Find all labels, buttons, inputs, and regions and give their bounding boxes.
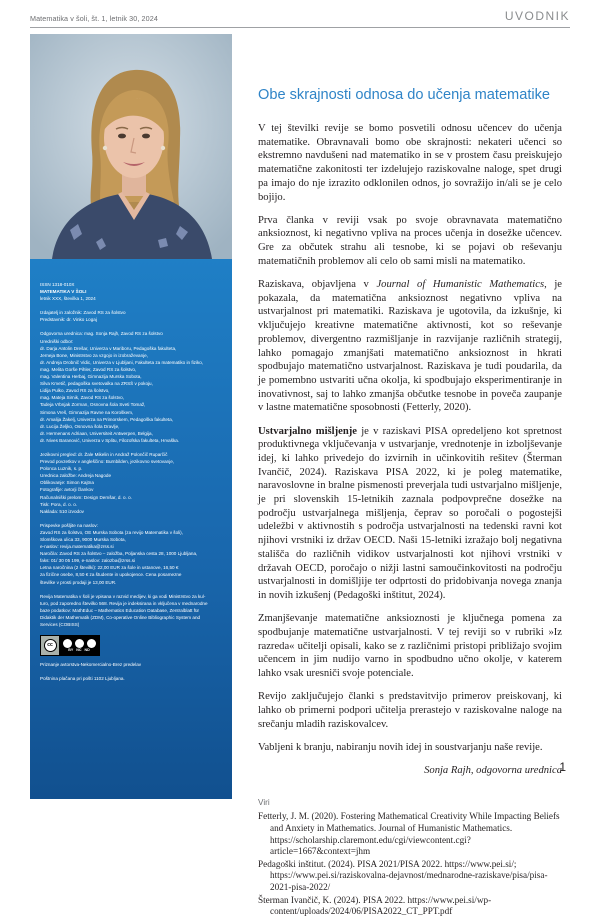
- editorial-body: [258, 122, 562, 919]
- production-line: Fotografije: avtorji člankov: [40, 487, 94, 493]
- paragraph: Vabljeni k branju, nabiranju novih idej in soustvarjanju naše revije.: [258, 741, 543, 753]
- registration-block: [40, 593, 222, 628]
- editorial-line: dr. Darja Antolin Drešar, Univerza v Mariboru, Pedagoška fakulteta,: [40, 345, 177, 351]
- editorial-line: Odgovorna urednica: mag. Sonja Rajh, Zavod RS za šolstvo: [40, 331, 163, 337]
- lead-term: Ustvarjalno mišljenje: [258, 425, 357, 437]
- editorial-line: dr. Lucija Željko, Osnovna šola Dravlje,: [40, 423, 120, 429]
- publisher-line: Predstavnik: dr. Vinko Logaj: [40, 317, 97, 323]
- contact-line: e-naslov: revija.matematika@zrss.si: [40, 544, 114, 550]
- article-title: Obe skrajnosti odnosa do učenja matematike: [258, 87, 551, 103]
- editorial-line: Uredniški odbor:: [40, 338, 74, 344]
- production-line: Oblikovanje: Simon Kajtna: [40, 480, 94, 486]
- no-derivatives-icon: [87, 639, 96, 648]
- journal-title: Journal of Humanistic Mathematics: [376, 279, 545, 291]
- paragraph: Prva članka v reviji vsak po svoje obravnavata matematično anksioznost, ki negativno vpliva na proces učenja in dosežke učencev. Gre za občutek strahu ali tesnobe, ki se pojavi ob reševanju matematičnih problemov ali celo ob sami misli na matematiko.: [258, 214, 562, 267]
- registration-line: Revija Matematika v šoli je vpisana v razvid medijev, ki ga vodi Ministrstvo za kul-: [40, 593, 206, 599]
- volume-info: letnik XXX, številka 1, 2024: [40, 296, 96, 302]
- header-divider: [30, 27, 570, 28]
- license-text: Priznanje avtorstva-Nekomercialno-Brez predelav: [40, 662, 142, 668]
- references-heading: Viri: [258, 797, 270, 807]
- production-block: [40, 451, 222, 515]
- page-number: 1: [559, 760, 566, 774]
- editorial-line: mag. Mateja Sirnik, Zavod RS za šolstvo,: [40, 395, 124, 401]
- editorial-line: Simona Vreš, Gimnazija Ravne na Koroškem,: [40, 409, 134, 415]
- production-line: Naklada: 510 izvodov: [40, 508, 84, 514]
- production-line: Jezikovni pregled: dr. Žale Mikelin in Andraž Polončič Ruparčič: [40, 451, 168, 457]
- editorial-board-block: [40, 330, 222, 444]
- registration-line: baze podatkov: MathEduc – Mathematics Education Database, Zentralblatt für: [40, 607, 200, 613]
- paragraph: Ustvarjalno mišljenje je v raziskavi PISA opredeljeno kot spretnost produktivnega vključevanja v ustvarjanje, vrednotenje in izboljševanje idej, ki lahko privedejo do izvirnih in učinkovitih rešitev (Šterman Ivančič, 2024). Raziskava PISA 2022, ki je poleg matematike, naravoslovne in bralne pismenosti preverjala tudi ustvarjalno mišljenje, je pri slovenskih 15-letnikih zaznala podpovprečne dosežke na področju ustvarjalnega mišljenja, čeprav so poročali o pogostejši udeležbi v aktivnostih s področja ustvarjalnosti na tedenski ravni kot njihovi vrstniki iz držav OECD. Naši 15-letniki izražajo bolj negativna stališča do različnih vidikov ustvarjalnosti kot njihovi vrstniki v državah OECD, poročajo o nižji lastni samoučinkovitosti na področju ustvarjalnosti in domišljije ter odprtosti do pridobivanja novega znanja in novih izkušenj (Pedagoški inštitut, 2024).: [258, 425, 563, 601]
- production-line: Tisk: Pora, d. o. o.: [40, 501, 78, 507]
- editorial-line: mag. Melita Gorše Pihler, Zavod RS za šolstvo,: [40, 366, 137, 372]
- registration-line: Didaktik der Mathematik (ZDM), Co-operative Online Bibliographic System and: [40, 614, 201, 620]
- journal-name: MATEMATIKA V ŠOLI: [40, 289, 87, 295]
- issn: ISSN 1318-010X: [40, 282, 75, 287]
- cc-icon: cc: [44, 639, 57, 652]
- journal-issue-header: Matematika v šoli, št. 1, letnik 30, 2024: [30, 14, 158, 23]
- section-label: UVODNIK: [504, 9, 570, 23]
- editorial-line: dr. Andreja Drobnič Vidic, Univerza v Ljubljani, Fakulteta za matematiko in fiziko,: [40, 359, 204, 365]
- contact-line: za fizične osebe, 8,50 € za študente in upokojence. Cena posamezne: [40, 572, 182, 578]
- reference-item: Pedagoški inštitut. (2024). PISA 2021/PISA 2022. https://www.pei.si/; https://www.pei.si/raziskovalna-dejavnost/mednarodne-raziskave/pisa/pisa-2021-pisa-2022/: [258, 858, 548, 892]
- journal-info-sidebar: [30, 259, 232, 799]
- production-line: Urednica založbe: Andreja Nagode: [40, 473, 111, 479]
- editor-portrait: [30, 34, 232, 259]
- postage-note: Poštnina plačana pri pošti 1102 Ljubljana.: [40, 676, 125, 682]
- contact-line: Slomškova ulica 33, 9000 Murska Sobota,: [40, 537, 126, 542]
- editorial-line: Tadeja Vrbnjak Zorman, Osnovna šola Sveti Tomaž,: [40, 402, 146, 408]
- editorial-line: dr. Amalija Žakelj, Univerza na Primorskem, Pedagoška fakulteta,: [40, 416, 174, 422]
- creative-commons-badge: [40, 635, 100, 656]
- noncommercial-icon: [75, 639, 84, 648]
- publisher-block: [40, 309, 222, 323]
- contact-block: [40, 522, 222, 586]
- editorial-line: dr. Hermenans Adriaan, Universiteit Antwerpen, Belgija,: [40, 430, 153, 436]
- editorial-line: mag. Valentina Herbaj, Gimnazija Murska Sobota,: [40, 374, 142, 380]
- production-line: Prevod povzetkov v angleščino: Burnbilden, jezikovno svetovanje,: [40, 459, 175, 465]
- registration-line: Services (COBISS): [40, 622, 80, 628]
- production-line: Računalniški prelom: Design Demšar, d. o. o.: [40, 494, 132, 500]
- contact-line: Naročila: Zavod RS za šolstvo – založba, Poljanska cesta 28, 1000 Ljubljana,: [40, 551, 198, 557]
- reference-item: Šterman Ivančič, K. (2024). PISA 2022. https://www.pei.si/wp-content/uploads/2024/06/PISA2022_CT_PPT.pdf: [258, 894, 492, 917]
- paragraph: Raziskava, objavljena v Journal of Humanistic Mathematics, je pokazala, da matematična anksioznost negativno vpliva na ustvarjalnost pri matematiki. Raziskava je ugotovila, da izkušnje, ki vključujejo kreativne matematične aktivnosti, kot so reševanje problemov, divergentno razmišljanje in razvijanje različnih strategij, lahko pomagajo zmanjšati matematično anksioznost in hkrati spodbujajo matematično ustvarjalnost. Raziskava je tudi poudarila, da je pomembno ustvariti učna okolja, ki spodbujajo eksperimentiranje in inovativnost, saj to lahko zmanjša občutke tesnobe in poveča zaupanje v lastne matematične sposobnosti (Fetterly, 2020).: [258, 279, 562, 414]
- production-line: Polonca Luznik, s. p.: [40, 466, 83, 472]
- attribution-icon: [63, 639, 72, 648]
- contact-line: Zavod RS za šolstvo, OE Murska Sobota (za revijo Matematika v šoli),: [40, 529, 183, 535]
- paragraph: V tej številki revije se bomo posvetili odnosu učencev do učenja matematike. Obravnavali bomo obe skrajnosti: nekateri učenci so ekstremno navdušeni nad matematiko in se v prostem času preiskujejo matematične zakonitosti ter izdelujejo raziskovalne naloge, spet drugi pa imajo do nje izrazito odklonilen odnos, jo sovražijo in/ali se je celo bojijo.: [258, 123, 562, 203]
- contact-line: številke v prosti prodaji je 13,00 EUR.: [40, 579, 117, 585]
- cc-nd-label: ND: [84, 647, 90, 652]
- issn-block: [40, 281, 222, 302]
- editorial-line: Jerneja Bone, Ministrstvo za vzgojo in izobraževanje,: [40, 352, 149, 358]
- cc-nc-label: NC: [76, 647, 82, 652]
- paragraph: Revijo zaključujejo članki s predstavitvijo primerov preiskovanj, ki lahko ob primerni podpori učitelja prerastejo v raziskovalne naloge na srečanju mladih raziskovalcev.: [258, 691, 562, 730]
- registration-line: turo, pod zaporedno številko 568. Revija je indeksirana in vključena v mednarodne: [40, 600, 208, 606]
- contact-line: Letna naročnina (2 številki): 22,00 EUR za šole in ustanove, 16,50 €: [40, 565, 179, 571]
- reference-item: Fetterly, J. M. (2020). Fostering Mathematical Creativity While Impacting Beliefs and Anxiety in Mathematics. Journal of Humanistic Mathematics. https://scholarship.claremont.edu/cgi/viewcontent.cgi?article=1667&context=jhm: [258, 811, 560, 857]
- contact-line: faks: 01/ 30 05 199, e-naslov: zalozba@zrss.si: [40, 558, 136, 564]
- editorial-line: dr. Nives Baranović, Univerza v Splitu, Filozofska fakulteta, Hrvaška.: [40, 437, 180, 443]
- editorial-line: Silva Kmetič, pedagoška svetovalka na ZRSŠ v pokoju,: [40, 381, 153, 387]
- paragraph: Zmanjševanje matematične anksioznosti je ključnega pomena za spodbujanje matematične ustvarjalnosti. V tej reviji so v rubriki »Iz razreda« učitelji opisali, kako se z različnimi pristopi približajo svojim učencem in jim nudijo varno in spodbudno učno okolje, v katerem lahko vsak uresniči svoje potenciale.: [258, 613, 562, 680]
- editor-portrait-illustration: [30, 34, 232, 259]
- publisher-line: Izdajatelj in založnik: Zavod RS za šolstvo: [40, 310, 126, 316]
- editor-signature: Sonja Rajh, odgovorna urednica: [424, 765, 562, 777]
- editorial-line: Lidija Pulko, Zavod RS za šolstvo,: [40, 388, 110, 394]
- cc-by-label: BY: [68, 647, 74, 652]
- contact-line: Prispevke pošljite na naslov:: [40, 522, 98, 528]
